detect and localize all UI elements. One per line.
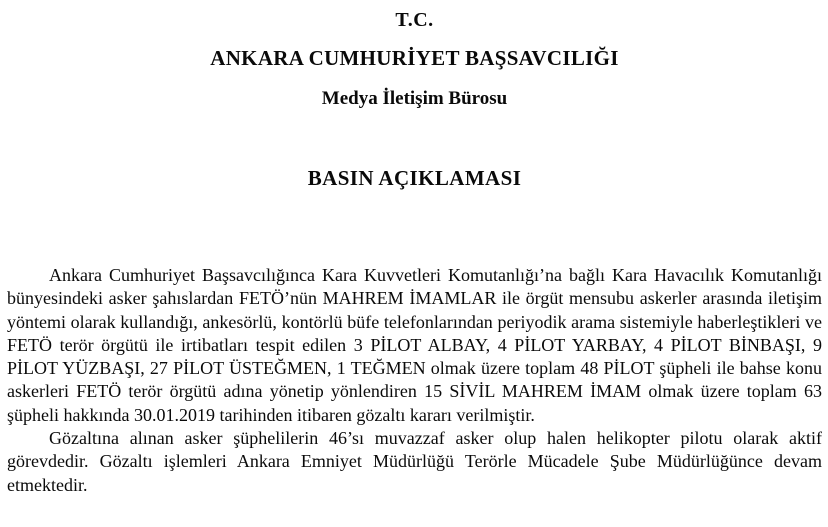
header-media-bureau: Medya İletişim Bürosu bbox=[321, 88, 508, 109]
header-state-abbreviation: T.C. bbox=[395, 9, 434, 31]
body-paragraph-2: Gözaltına alınan asker şüphelilerin 46’sı muvazzaf asker olup halen helikopter pilotu olarak aktif görevdedir. Gözaltı işlemleri Ankara Emniyet Müdürlüğü Terörle Mücadele Şube Müdürlüğünce devam etmektedir. bbox=[7, 428, 822, 495]
header-prosecutor-office: ANKARA CUMHURİYET BAŞSAVCILIĞI bbox=[210, 46, 619, 70]
body-paragraph-1: Ankara Cumhuriyet Başsavcılığınca Kara Kuvvetleri Komutanlığı’na bağlı Kara Havacılık Komutanlığı bünyesindeki asker şahıslardan FETÖ’nün MAHREM İMAMLAR ile örgüt mensubu askerler arasında iletişim yöntemi olarak kullandığı, ankesörlü, kontörlü büfe telefonlarından periyodik arama sistemiyle haberleştikleri ve FETÖ terör örgütü ile irtibatları tespit edilen 3 PİLOT ALBAY, 4 PİLOT YARBAY, 4 PİLOT BİNBAŞI, 9 PİLOT YÜZBAŞI, 27 PİLOT ÜSTEĞMEN, 1 TEĞMEN olmak üzere toplam 48 PİLOT şüpheli ile bahse konu askerleri FETÖ terör örgütü adına yönetip yönlendiren 15 SİVİL MAHREM İMAM olmak üzere toplam 63 şüpheli hakkında 30.01.2019 tarihinden itibaren gözaltı kararı verilmiştir. bbox=[7, 265, 822, 425]
press-release-title: BASIN AÇIKLAMASI bbox=[307, 166, 522, 190]
document-body bbox=[7, 264, 822, 497]
